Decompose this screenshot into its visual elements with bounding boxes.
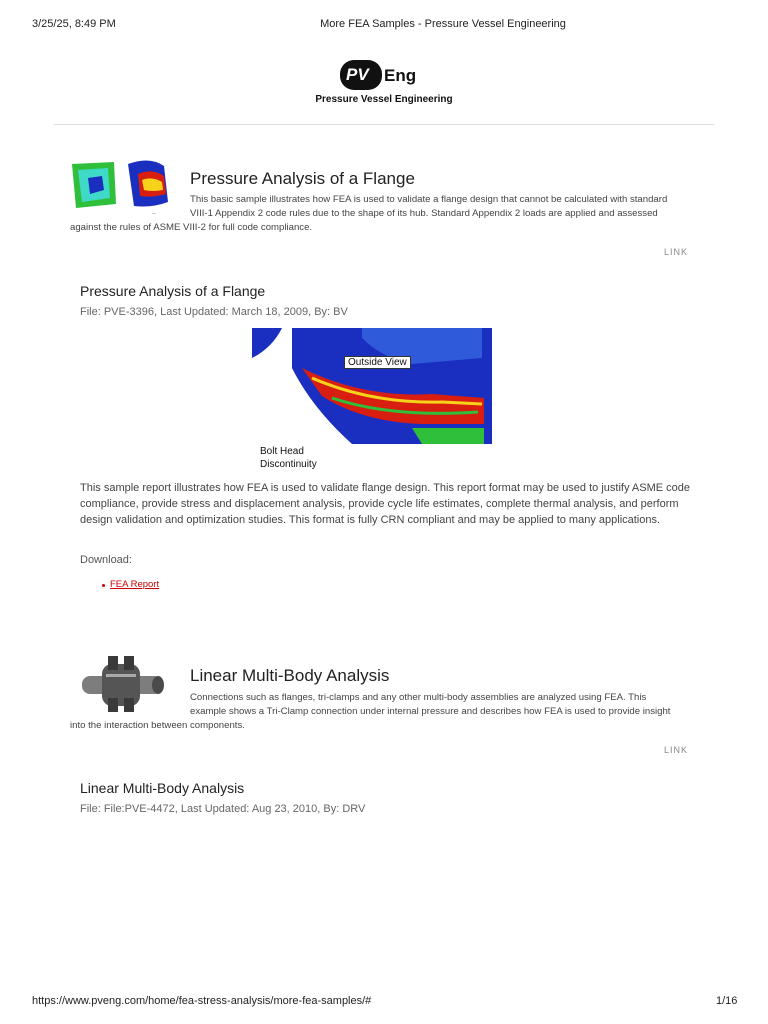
card-link[interactable]: LINK bbox=[664, 745, 689, 755]
image-label: Bolt Head bbox=[260, 446, 304, 457]
triclamp-thumbnail[interactable] bbox=[80, 652, 166, 716]
image-callout: Outside View bbox=[344, 356, 411, 369]
section-title: Pressure Analysis of a Flange bbox=[80, 283, 266, 299]
card-link[interactable]: LINK bbox=[664, 247, 689, 257]
card-desc-line: example shows a Tri-Clamp connection under internal pressure and describes how FEA is used to provide insight bbox=[190, 706, 671, 717]
card-title[interactable]: Pressure Analysis of a Flange bbox=[190, 169, 415, 188]
section-body: This sample report illustrates how FEA is used to validate flange design. This report format may be used to justify ASME code compliance, provide stress and displacement analysis, provide cycle life estimates, complete thermal analysis, and perform design validation and optimization studies. This format is fully CRN compliant and may be applied to many applications. bbox=[80, 482, 690, 526]
print-url: https://www.pveng.com/home/fea-stress-analysis/more-fea-samples/# bbox=[32, 995, 372, 1007]
image-label: Discontinuity bbox=[260, 459, 317, 470]
card-desc-line: VIII-1 Appendix 2 code rules due to the shape of its hub. Standard Appendix 2 loads are applied and assessed bbox=[190, 208, 658, 219]
print-page-number: 1/16 bbox=[716, 995, 738, 1007]
logo-subtitle: Pressure Vessel Engineering bbox=[315, 94, 453, 105]
print-datetime: 3/25/25, 8:49 PM bbox=[32, 18, 116, 30]
card-desc-line: into the interaction between components. bbox=[70, 720, 245, 731]
logo-eng-text: Eng bbox=[384, 66, 417, 85]
section-meta: File: PVE-3396, Last Updated: March 18, 2009, By: BV bbox=[80, 306, 348, 318]
download-label: Download: bbox=[80, 554, 132, 566]
print-page-title: More FEA Samples - Pressure Vessel Engineering bbox=[320, 18, 566, 30]
card-title[interactable]: Linear Multi-Body Analysis bbox=[190, 666, 390, 685]
fea-report-link[interactable]: FEA Report bbox=[110, 579, 160, 590]
card-desc-line: against the rules of ASME VIII-2 for full code compliance. bbox=[70, 222, 313, 233]
section-title: Linear Multi-Body Analysis bbox=[80, 780, 245, 796]
card-desc-line: This basic sample illustrates how FEA is used to validate a flange design that cannot be calculated with standard bbox=[190, 194, 668, 205]
section-meta: File: File:PVE-4472, Last Updated: Aug 23, 2010, By: DRV bbox=[80, 803, 366, 815]
logo-pv-text: PV bbox=[346, 65, 369, 84]
svg-text:—: — bbox=[152, 210, 156, 215]
flange-thumbnail[interactable] bbox=[68, 150, 176, 220]
list-bullet bbox=[102, 584, 105, 587]
header-divider bbox=[54, 124, 714, 125]
card-desc-line: Connections such as flanges, tri-clamps and any other multi-body assemblies are analyzed using FEA. This bbox=[190, 692, 647, 703]
